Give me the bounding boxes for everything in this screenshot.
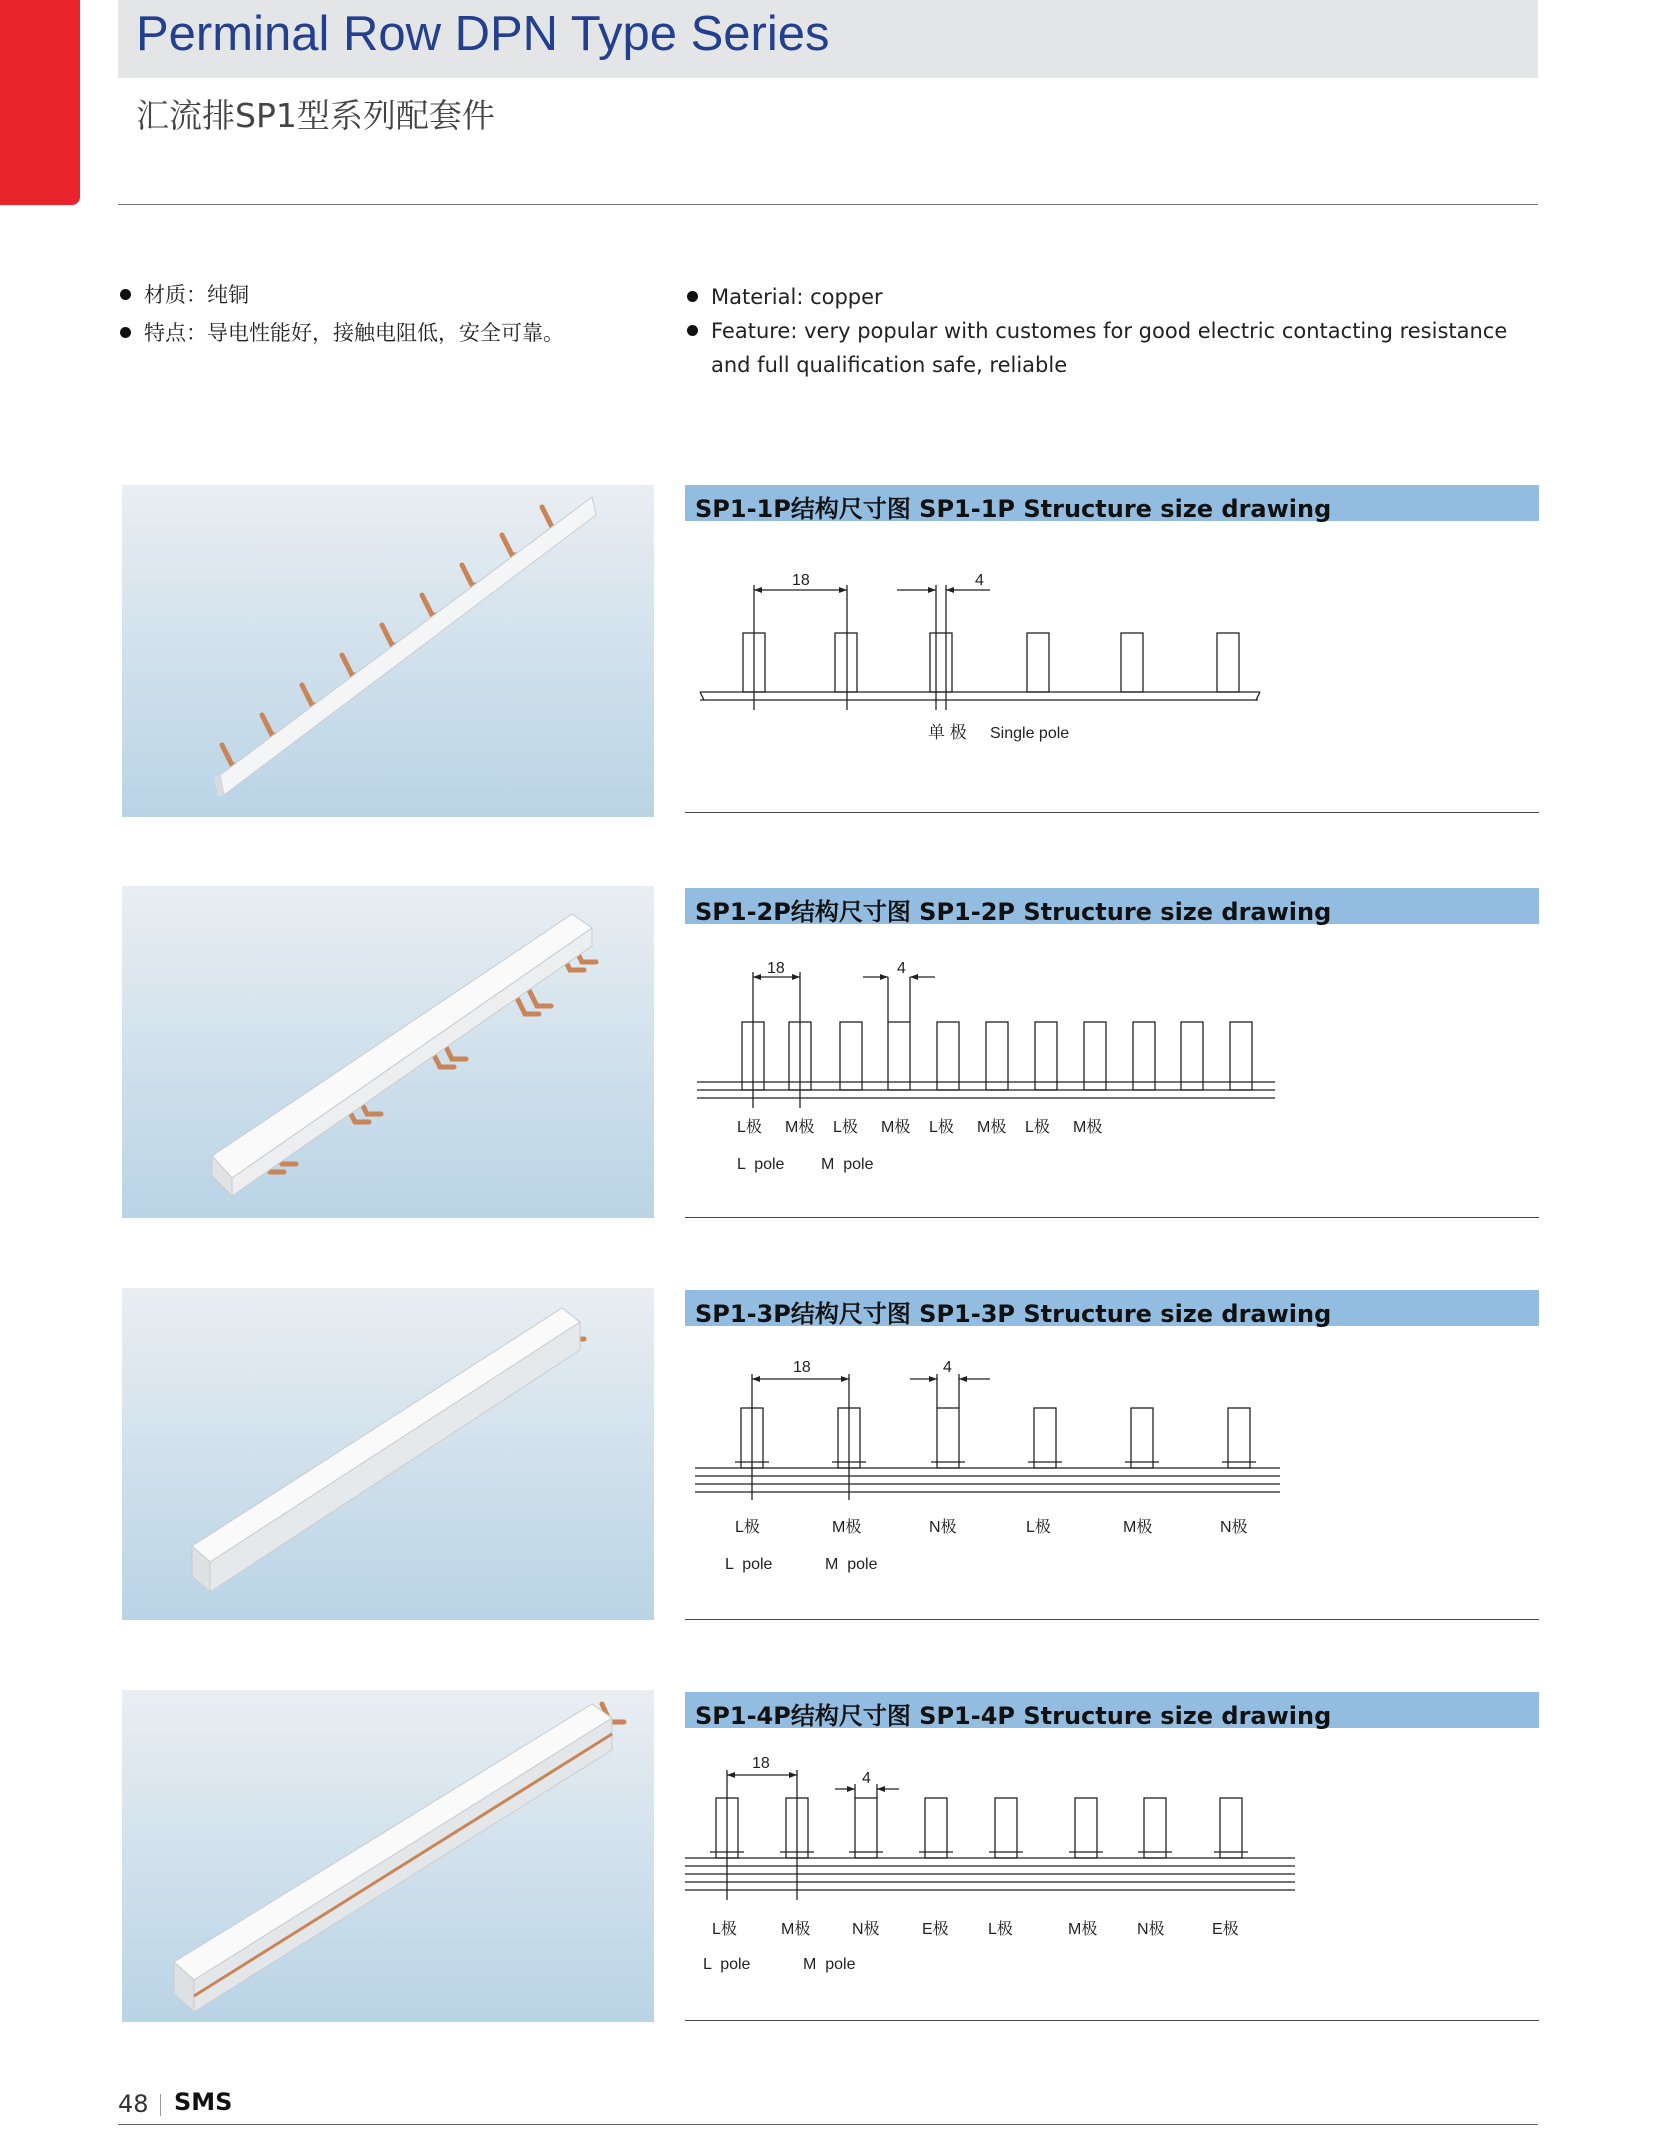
sp1-3p-pole-label: N极 [1220,1519,1248,1536]
sp1-4p-pole-label: M极 [781,1921,811,1938]
sp1-3p-legend-l: L pole [725,1556,773,1573]
sp1-3p-divider [685,1619,1539,1620]
sp1-1p-dim-width: 4 [975,572,984,589]
title-bar [118,0,1538,78]
sp1-2p-drawing [685,930,1539,1180]
sp1-3p-pole-label: M极 [832,1519,862,1536]
sp1-2p-dim-width: 4 [897,960,906,977]
sp1-1p-legend-cn: 单 极 [928,723,967,742]
sp1-2p-legend-m: M pole [821,1156,874,1173]
page-title: Perminal Row DPN Type Series [136,7,830,61]
sp1-3p-pole-label: L极 [1026,1519,1051,1536]
sp1-3p-product-photo [122,1288,654,1620]
sp1-4p-heading: SP1-4P结构尺寸图 SP1-4P Structure size drawing [695,1702,1332,1730]
footer-separator [160,2094,161,2116]
sp1-2p-pole-label: M极 [881,1119,911,1136]
sp1-4p-legend-m: M pole [803,1956,856,1973]
sp1-2p-divider [685,1217,1539,1218]
sp1-4p-pole-label: L极 [712,1921,737,1938]
page-subtitle: 汇流排SP1型系列配套件 [136,96,495,135]
page-number: 48 [118,2090,149,2118]
feature-cn-feature: 特点：导电性能好，接触电阻低，安全可靠。 [118,316,658,350]
feature-cn-material: 材质：纯铜 [118,278,658,312]
sp1-3p-pole-label: M极 [1123,1519,1153,1536]
sp1-3p-heading: SP1-3P结构尺寸图 SP1-3P Structure size drawing [695,1300,1332,1328]
sp1-2p-dim-pitch: 18 [767,960,785,977]
sp1-2p-legend-l: L pole [737,1156,785,1173]
sp1-2p-pole-label: M极 [977,1119,1007,1136]
sp1-3p-drawing [685,1332,1539,1582]
sp1-2p-pole-label: L极 [737,1119,762,1136]
features-cn-list [118,278,658,350]
red-accent-tab [0,0,80,205]
features-en-list [685,280,1530,382]
sp1-2p-section-header [685,888,1539,924]
sp1-4p-pole-label: N极 [852,1921,880,1938]
sp1-4p-product-photo [122,1690,654,2022]
header-divider [118,204,1538,205]
sp1-3p-pole-label: L极 [735,1519,760,1536]
sp1-2p-heading: SP1-2P结构尺寸图 SP1-2P Structure size drawing [695,898,1332,926]
sp1-1p-section-header [685,485,1539,521]
sp1-4p-pole-label: L极 [988,1921,1013,1938]
sp1-4p-pole-label: E极 [1212,1921,1239,1938]
sp1-4p-drawing [685,1734,1539,1984]
sp1-3p-pole-label: N极 [929,1519,957,1536]
sp1-3p-legend-m: M pole [825,1556,878,1573]
sp1-2p-pole-label: L极 [833,1119,858,1136]
sp1-3p-dim-pitch: 18 [793,1359,811,1376]
footer-divider [118,2124,1538,2125]
sp1-1p-drawing [685,525,1539,775]
sp1-4p-pole-label: N极 [1137,1921,1165,1938]
sp1-4p-divider [685,2020,1539,2021]
sp1-2p-pole-label: M极 [1073,1119,1103,1136]
footer-brand: SMS [174,2088,233,2116]
sp1-1p-heading: SP1-1P结构尺寸图 SP1-1P Structure size drawing [695,495,1332,523]
sp1-3p-dim-width: 4 [943,1359,952,1376]
sp1-4p-legend-l: L pole [703,1956,751,1973]
feature-en-feature: Feature: very popular with customes for good electric contacting resistance and full qualification safe, reliable [685,314,1530,382]
sp1-1p-divider [685,812,1539,813]
sp1-2p-pole-label: L极 [929,1119,954,1136]
sp1-4p-dim-pitch: 18 [752,1755,770,1772]
sp1-1p-legend-en: Single pole [990,725,1070,742]
sp1-4p-dim-width: 4 [862,1770,871,1787]
sp1-2p-product-photo [122,886,654,1218]
feature-en-material: Material: copper [685,280,1530,314]
sp1-2p-pole-label: M极 [785,1119,815,1136]
sp1-4p-pole-label: E极 [922,1921,949,1938]
sp1-2p-pole-label: L极 [1025,1119,1050,1136]
sp1-3p-section-header [685,1290,1539,1326]
sp1-1p-product-photo [122,485,654,817]
sp1-4p-section-header [685,1692,1539,1728]
sp1-4p-pole-label: M极 [1068,1921,1098,1938]
sp1-1p-dim-pitch: 18 [792,572,810,589]
